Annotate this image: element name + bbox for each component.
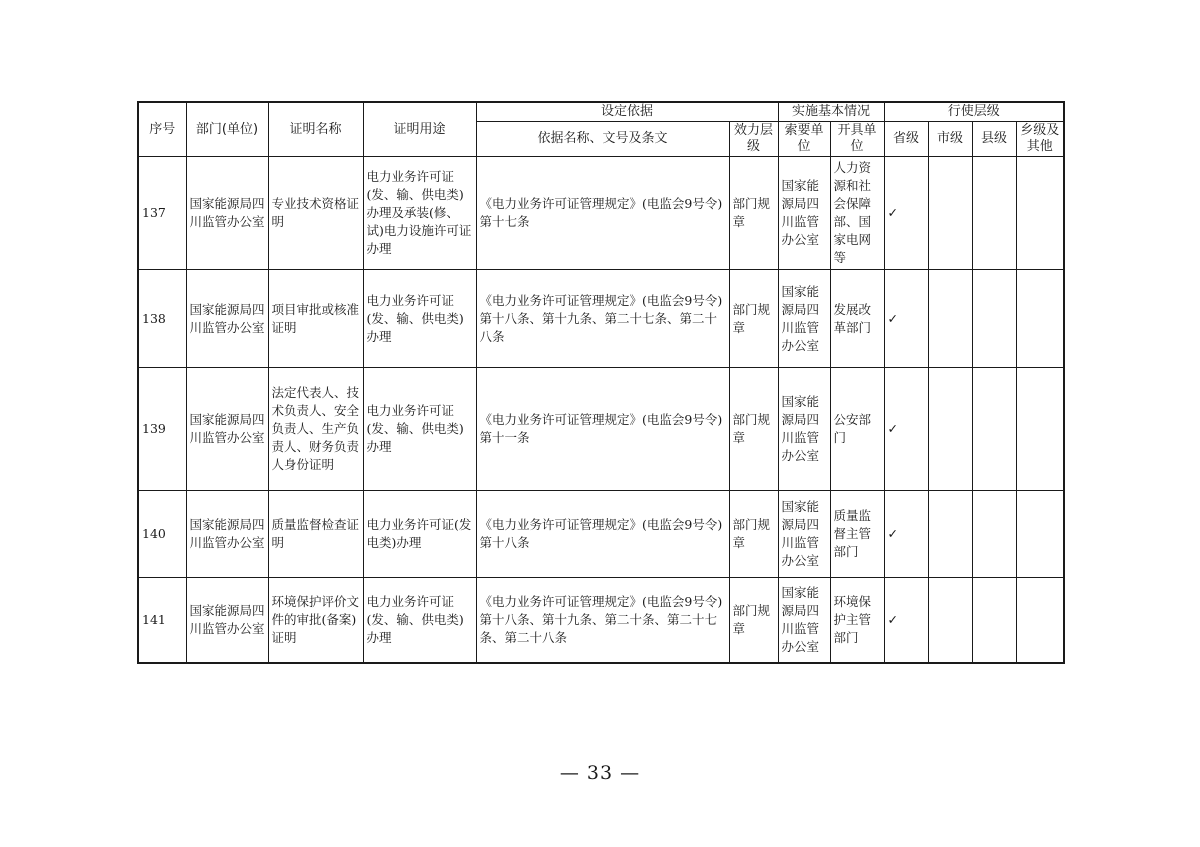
cell-exec-city — [928, 270, 972, 368]
cell-impl-issue: 人力资源和社会保障部、国家电网等 — [830, 157, 884, 270]
header-exec-group: 行使层级 — [884, 102, 1064, 122]
header-exec-town: 乡级及其他 — [1016, 122, 1064, 157]
header-basis-group: 设定依据 — [476, 102, 778, 122]
cell-basis-level: 部门规章 — [729, 368, 778, 491]
cell-basis-doc: 《电力业务许可证管理规定》(电监会9号令)第十七条 — [476, 157, 729, 270]
cell-cert-name: 质量监督检查证明 — [268, 491, 363, 578]
cell-impl-request: 国家能源局四川监管办公室 — [778, 270, 830, 368]
cell-exec-town — [1016, 270, 1064, 368]
cell-exec-province: ✓ — [884, 368, 928, 491]
cell-impl-issue: 环境保护主管部门 — [830, 578, 884, 663]
cell-seq: 139 — [138, 368, 186, 491]
cell-basis-level: 部门规章 — [729, 578, 778, 663]
cell-dept: 国家能源局四川监管办公室 — [186, 578, 268, 663]
cell-exec-county — [972, 270, 1016, 368]
cell-cert-name: 专业技术资格证明 — [268, 157, 363, 270]
cell-exec-city — [928, 368, 972, 491]
cell-impl-issue: 公安部门 — [830, 368, 884, 491]
cell-cert-use: 电力业务许可证(发电类)办理 — [363, 491, 476, 578]
table-row — [138, 157, 1064, 270]
cell-impl-request: 国家能源局四川监管办公室 — [778, 368, 830, 491]
cell-basis-doc: 《电力业务许可证管理规定》(电监会9号令)第十一条 — [476, 368, 729, 491]
cell-basis-level: 部门规章 — [729, 270, 778, 368]
header-exec-county: 县级 — [972, 122, 1016, 157]
cell-dept: 国家能源局四川监管办公室 — [186, 491, 268, 578]
cell-impl-request: 国家能源局四川监管办公室 — [778, 578, 830, 663]
cell-seq: 138 — [138, 270, 186, 368]
cell-dept: 国家能源局四川监管办公室 — [186, 157, 268, 270]
cell-seq: 140 — [138, 491, 186, 578]
cell-basis-level: 部门规章 — [729, 157, 778, 270]
certificate-table — [137, 101, 1065, 664]
cell-exec-province: ✓ — [884, 270, 928, 368]
cell-exec-county — [972, 491, 1016, 578]
cell-cert-name: 项目审批或核准证明 — [268, 270, 363, 368]
cell-exec-town — [1016, 578, 1064, 663]
cell-exec-county — [972, 368, 1016, 491]
header-impl-group: 实施基本情况 — [778, 102, 884, 122]
cell-dept: 国家能源局四川监管办公室 — [186, 270, 268, 368]
header-impl-issue: 开具单位 — [830, 122, 884, 157]
cell-impl-request: 国家能源局四川监管办公室 — [778, 491, 830, 578]
table-row — [138, 270, 1064, 368]
header-exec-province: 省级 — [884, 122, 928, 157]
page-number: — 33 — — [559, 762, 641, 784]
table-row — [138, 491, 1064, 578]
table-row — [138, 368, 1064, 491]
header-basis-level: 效力层级 — [729, 122, 778, 157]
header-dept: 部门(单位) — [186, 102, 268, 157]
cell-exec-city — [928, 157, 972, 270]
cell-seq: 141 — [138, 578, 186, 663]
cell-exec-town — [1016, 157, 1064, 270]
cell-basis-doc: 《电力业务许可证管理规定》(电监会9号令)第十八条、第十九条、第二十七条、第二十八条 — [476, 270, 729, 368]
header-seq: 序号 — [138, 102, 186, 157]
header-basis-doc: 依据名称、文号及条文 — [476, 122, 729, 157]
cell-cert-use: 电力业务许可证(发、输、供电类)办理 — [363, 270, 476, 368]
cell-exec-county — [972, 157, 1016, 270]
cell-cert-use: 电力业务许可证(发、输、供电类)办理 — [363, 368, 476, 491]
cell-exec-county — [972, 578, 1016, 663]
cell-cert-name: 环境保护评价文件的审批(备案)证明 — [268, 578, 363, 663]
cell-exec-city — [928, 578, 972, 663]
cell-basis-level: 部门规章 — [729, 491, 778, 578]
cell-basis-doc: 《电力业务许可证管理规定》(电监会9号令)第十八条 — [476, 491, 729, 578]
cell-dept: 国家能源局四川监管办公室 — [186, 368, 268, 491]
cell-seq: 137 — [138, 157, 186, 270]
cell-exec-province: ✓ — [884, 157, 928, 270]
cell-cert-name: 法定代表人、技术负责人、安全负责人、生产负责人、财务负责人身份证明 — [268, 368, 363, 491]
table-row — [138, 578, 1064, 663]
cell-impl-request: 国家能源局四川监管办公室 — [778, 157, 830, 270]
cell-exec-town — [1016, 491, 1064, 578]
cell-exec-province: ✓ — [884, 491, 928, 578]
cell-basis-doc: 《电力业务许可证管理规定》(电监会9号令)第十八条、第十九条、第二十条、第二十七条、第二十八条 — [476, 578, 729, 663]
cell-exec-town — [1016, 368, 1064, 491]
cell-impl-issue: 质量监督主管部门 — [830, 491, 884, 578]
header-exec-city: 市级 — [928, 122, 972, 157]
header-cert-use: 证明用途 — [363, 102, 476, 157]
cell-impl-issue: 发展改革部门 — [830, 270, 884, 368]
cell-exec-province: ✓ — [884, 578, 928, 663]
header-cert-name: 证明名称 — [268, 102, 363, 157]
cell-exec-city — [928, 491, 972, 578]
cell-cert-use: 电力业务许可证(发、输、供电类)办理及承装(修、试)电力设施许可证办理 — [363, 157, 476, 270]
cell-cert-use: 电力业务许可证(发、输、供电类)办理 — [363, 578, 476, 663]
header-impl-request: 索要单位 — [778, 122, 830, 157]
